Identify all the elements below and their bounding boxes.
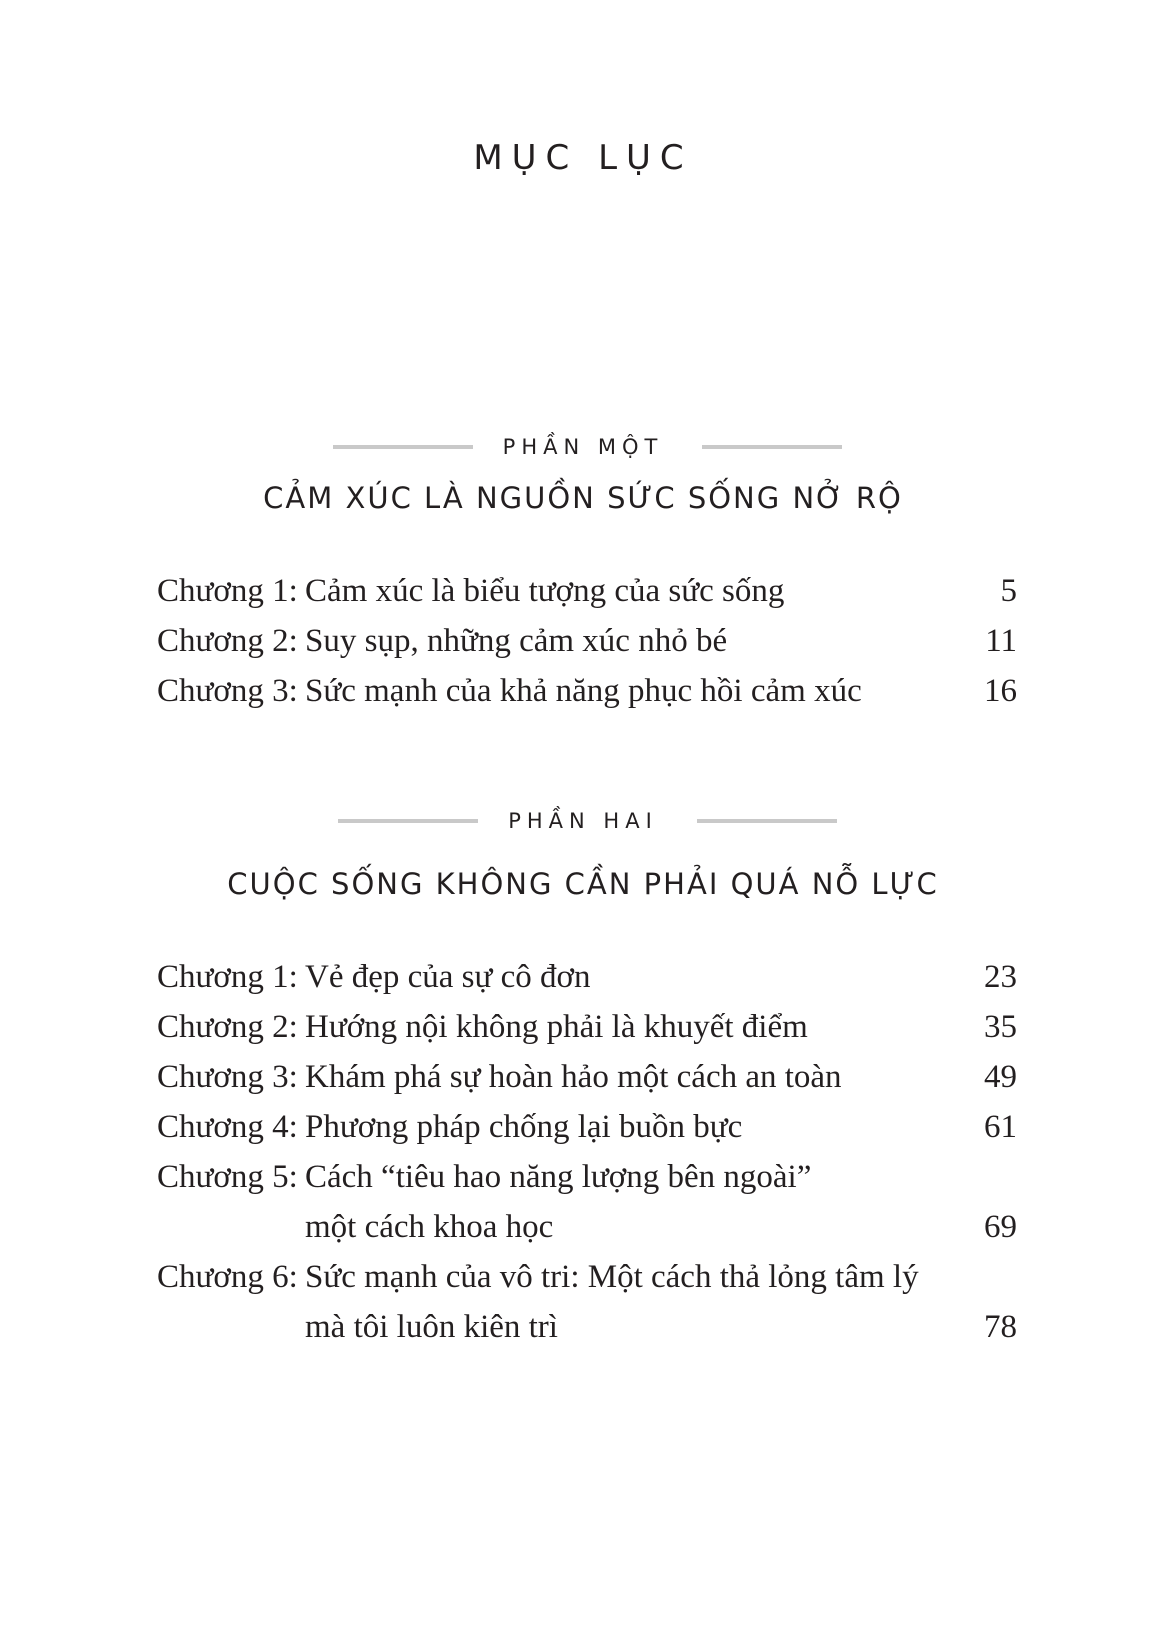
chapter-number: Chương 3: (157, 1059, 298, 1095)
toc-entry[interactable] (157, 1252, 1017, 1352)
toc-entry[interactable] (157, 566, 1017, 616)
chapter-title: Hướng nội không phải là khuyết điểm (305, 1009, 808, 1045)
chapter-title: Sức mạnh của vô tri: Một cách thả lỏng tâm lý (305, 1259, 919, 1295)
chapter-page-number: 16 (984, 673, 1017, 709)
chapter-title: Phương pháp chống lại buồn bực (305, 1109, 743, 1145)
toc-entry[interactable] (157, 616, 1017, 666)
part-one-label: PHẦN MỘT (502, 435, 664, 459)
toc-title: MỤC LỤC (473, 138, 693, 178)
chapter-number: Chương 1: (157, 573, 298, 609)
chapter-title-continued: một cách khoa học (305, 1209, 554, 1245)
part-two-title: CUỘC SỐNG KHÔNG CẦN PHẢI QUÁ NỖ LỰC (227, 867, 939, 901)
chapter-title: Vẻ đẹp của sự cô đơn (305, 959, 591, 995)
chapter-page-number: 23 (984, 959, 1017, 995)
chapter-title: Cảm xúc là biểu tượng của sức sống (305, 573, 785, 609)
chapter-page-number: 49 (984, 1059, 1017, 1095)
chapter-number: Chương 3: (157, 673, 298, 709)
toc-entry[interactable] (157, 1152, 1017, 1252)
toc-entry[interactable] (157, 1052, 1017, 1102)
chapter-page-number: 78 (984, 1309, 1017, 1345)
chapter-page-number: 5 (1000, 573, 1017, 609)
chapter-number: Chương 6: (157, 1259, 298, 1295)
chapter-page-number: 35 (984, 1009, 1017, 1045)
part-two-label: PHẦN HAI (508, 809, 658, 833)
chapter-number: Chương 4: (157, 1109, 298, 1145)
chapter-title: Khám phá sự hoàn hảo một cách an toàn (305, 1059, 842, 1095)
chapter-page-number: 61 (984, 1109, 1017, 1145)
chapter-number: Chương 2: (157, 623, 298, 659)
chapter-title: Suy sụp, những cảm xúc nhỏ bé (305, 623, 728, 659)
chapter-title: Cách “tiêu hao năng lượng bên ngoài” (305, 1159, 812, 1195)
toc-entry[interactable] (157, 1002, 1017, 1052)
chapter-number: Chương 1: (157, 959, 298, 995)
chapter-page-number: 11 (985, 623, 1017, 659)
divider-right (702, 445, 842, 449)
chapter-number: Chương 2: (157, 1009, 298, 1045)
toc-entry[interactable] (157, 1102, 1017, 1152)
chapter-number: Chương 5: (157, 1159, 298, 1195)
divider-right (697, 819, 837, 823)
part-one-title: CẢM XÚC LÀ NGUỒN SỨC SỐNG NỞ RỘ (263, 481, 903, 515)
part-two-label-row (0, 806, 1166, 836)
chapter-page-number: 69 (984, 1209, 1017, 1245)
part-one-label-row (0, 432, 1166, 462)
toc-entry[interactable] (157, 666, 1017, 716)
toc-entry[interactable] (157, 952, 1017, 1002)
chapter-title-continued: mà tôi luôn kiên trì (305, 1309, 558, 1345)
chapter-title: Sức mạnh của khả năng phục hồi cảm xúc (305, 673, 862, 709)
